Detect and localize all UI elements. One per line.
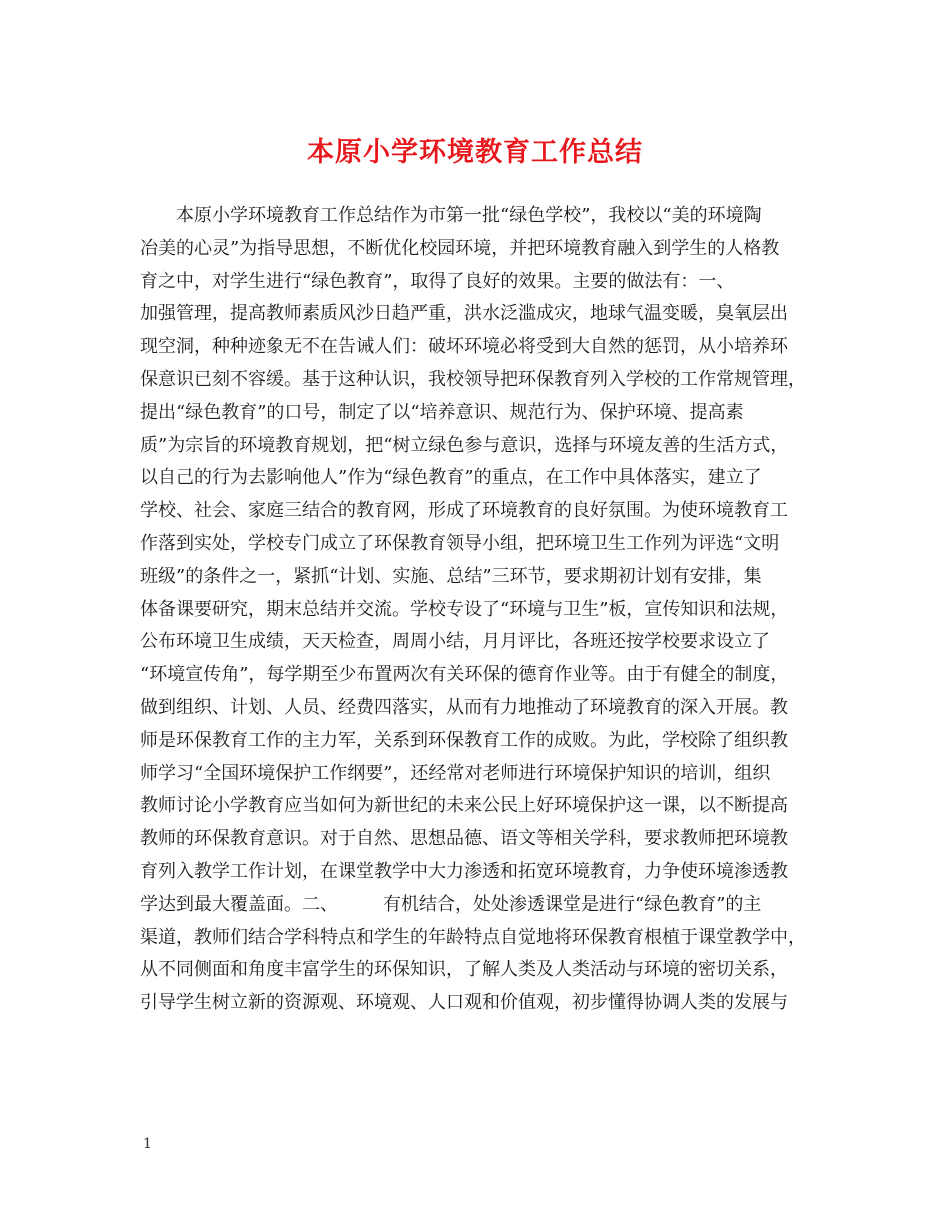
body-line: 质”为宗旨的环境教育规划，把“树立绿色参与意识，选择与环境友善的生活方式， — [140, 434, 789, 456]
page-number: 1 — [143, 1136, 152, 1152]
body-line: 以自己的行为去影响他人”作为“绿色教育”的重点，在工作中具体落实，建立了 — [140, 467, 762, 489]
body-line: 本原小学环境教育工作总结作为市第一批“绿色学校”，我校以“美的环境陶 — [176, 205, 762, 226]
body-line: 现空洞，种种迹象无不在告诫人们：破坏环境必将受到大自然的惩罚，从小培养环 — [140, 336, 788, 358]
body-line: 师是环保教育工作的主力军，关系到环保教育工作的成败。为此，学校除了组织教 — [140, 729, 788, 751]
body-line: 从不同侧面和角度丰富学生的环保知识，了解人类及人类活动与环境的密切关系， — [140, 959, 788, 981]
body-line: 渠道，教师们结合学科特点和学生的年龄特点自觉地将环保教育根植于课堂教学中， — [140, 926, 806, 948]
body-line: 做到组织、计划、人员、经费四落实，从而有力地推动了环境教育的深入开展。教 — [140, 696, 788, 718]
body-line: 保意识已刻不容缓。基于这种认识，我校领导把环保教育列入学校的工作常规管理， — [140, 368, 806, 390]
body-line: 育列入教学工作计划，在课堂教学中大力渗透和拓宽环境教育，力争使环境渗透教 — [140, 860, 788, 882]
document-body — [140, 200, 822, 1020]
body-line: “环境宣传角”，每学期至少布置两次有关环保的德育作业等。由于有健全的制度， — [140, 664, 789, 686]
body-line: 引导学生树立新的资源观、环境观、人口观和价值观，初步懂得协调人类的发展与 — [140, 992, 788, 1014]
body-line: 体备课要研究，期末总结并交流。学校专设了“环境与卫生”板，宣传知识和法规， — [140, 598, 789, 620]
body-line: 作落到实处，学校专门成立了环保教育领导小组，把环境卫生工作列为评选“文明 — [140, 532, 780, 554]
body-line: 学达到最大覆盖面。二、 有机结合，处处渗透课堂是进行“绿色教育”的主 — [140, 893, 762, 915]
body-line: 学校、社会、家庭三结合的教育网，形成了环境教育的良好氛围。为使环境教育工 — [140, 500, 788, 522]
body-line: 提出“绿色教育”的口号，制定了以“培养意识、规范行为、保护环境、提高素 — [140, 401, 744, 423]
body-line: 教师讨论小学教育应当如何为新世纪的未来公民上好环境保护这一课，以不断提高 — [140, 795, 788, 817]
body-line: 育之中，对学生进行“绿色教育”，取得了良好的效果。主要的做法有：一、 — [140, 270, 735, 292]
document-title: 本原小学环境教育工作总结 — [307, 137, 643, 168]
body-line: 加强管理，提高教师素质风沙日趋严重，洪水泛滥成灾，地球气温变暖，臭氧层出 — [140, 303, 788, 325]
body-line: 班级”的条件之一，紧抓“计划、实施、总结”三环节，要求期初计划有安排，集 — [140, 565, 762, 587]
body-line: 师学习“全国环境保护工作纲要”，还经常对老师进行环境保护知识的培训，组织 — [140, 762, 771, 784]
body-line: 冶美的心灵”为指导思想，不断优化校园环境，并把环境教育融入到学生的人格教 — [140, 237, 780, 259]
body-line: 教师的环保教育意识。对于自然、思想品德、语文等相关学科，要求教师把环境教 — [140, 828, 788, 850]
body-line: 公布环境卫生成绩，天天检查，周周小结，月月评比，各班还按学校要求设立了 — [140, 631, 770, 653]
